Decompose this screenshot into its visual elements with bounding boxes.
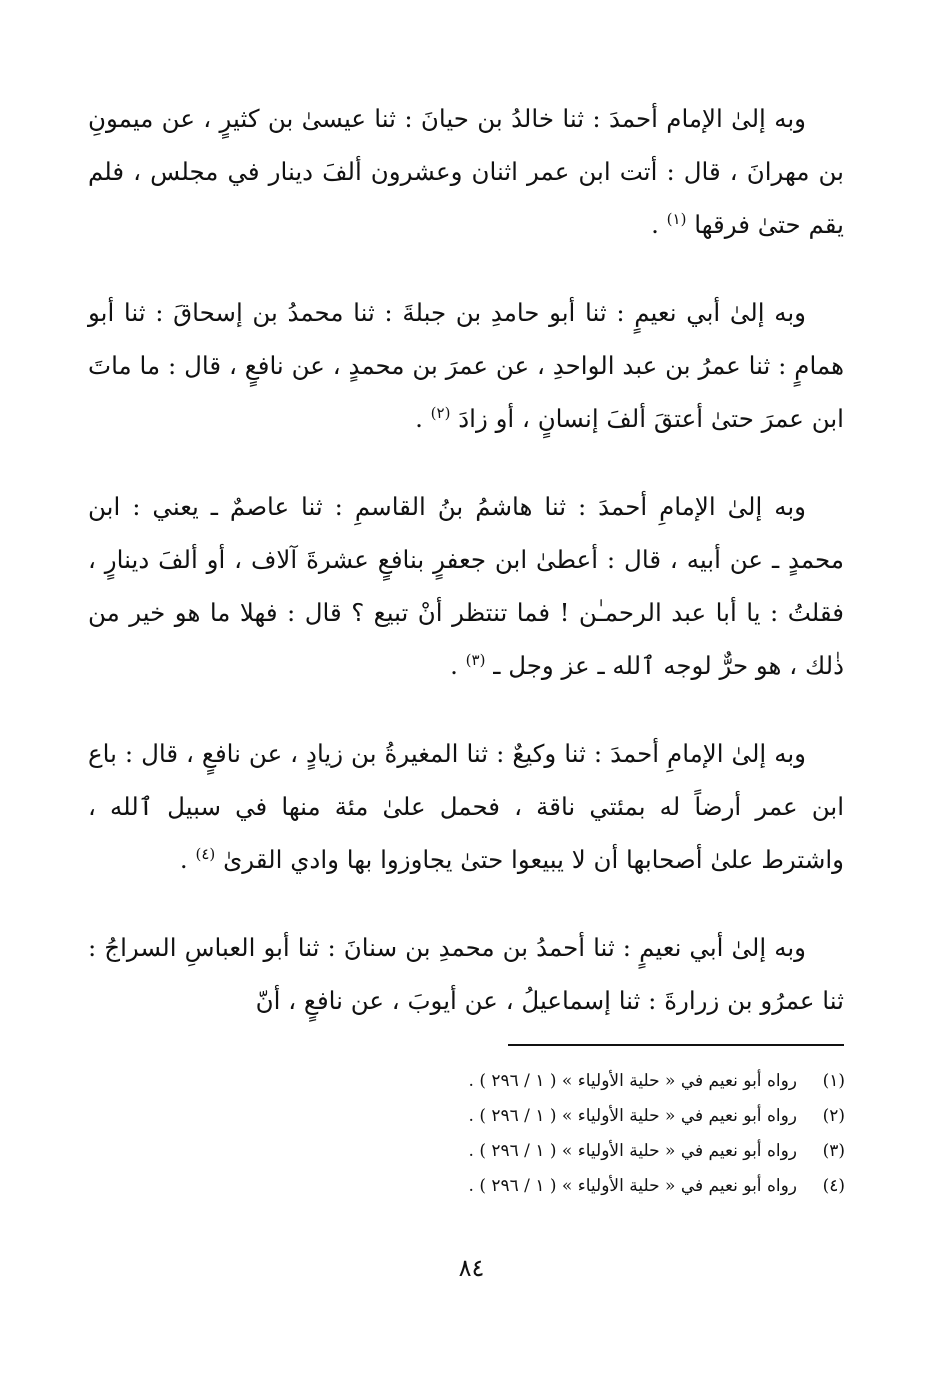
footnote-number: (٤) [822,1176,845,1196]
footnote-separator [508,1044,844,1046]
paragraph-text: وبه إلىٰ أبي نعيمٍ : ثنا أبو حامدِ بن جبلةَ : ثنا محمدُ بن إسحاقَ : ثنا أبو همامٍ : ثنا عمرُ بن عبد الواحدِ ، عن عمرَ بن محمدٍ ، عن نافعٍ ، قال : ما ماتَ ابن عمرَ حتىٰ أعتقَ ألفَ إنسانٍ ، أو زادَ [88,298,844,433]
paragraph-end: . [651,210,667,239]
page-number: ٨٤ [458,1254,485,1282]
paragraph-end: . [450,651,466,680]
footnote-text: رواه أبو نعيم في « حلية الأولياء » ( ١ / ٢٩٦ ) . [468,1176,797,1196]
paragraph-text: وبه إلىٰ الإمامِ أحمدَ : ثنا هاشمُ بنُ القاسمِ : ثنا عاصمٌ ـ يعني : ابن محمدٍ ـ عن أبيه ، قال : أعطىٰ ابن جعفرٍ بنافعٍ عشرةَ آلاف ، أو ألفَ دينارٍ ، فقلتُ : يا أبا عبد الرحمـٰن ! فما تنتظر أنْ تبيع ؟ قال : فهلا ما هو خير من ذٰلك ، هو حرٌّ لوجه ٱلله ـ عز وجل ـ [88,492,844,680]
footnote-1 [325,1064,845,1099]
footnote-number: (١) [822,1071,845,1091]
paragraph-end: . [415,404,431,433]
footnote-reference: (٣) [465,650,486,669]
paragraph-end: . [179,845,196,874]
footnote-number: (٢) [822,1106,845,1126]
footnote-3 [325,1134,845,1169]
footnote-reference: (٢) [430,403,451,422]
paragraph-3 [88,480,844,692]
footnote-text: رواه أبو نعيم في « حلية الأولياء » ( ١ / ٢٩٦ ) . [468,1106,797,1126]
footnote-reference: (٤) [195,844,216,863]
footnote-text: رواه أبو نعيم في « حلية الأولياء » ( ١ / ٢٩٦ ) . [468,1141,797,1161]
footnote-2 [325,1099,845,1134]
footnote-reference: (١) [666,209,687,228]
footnote-number: (٣) [822,1141,845,1161]
paragraph-text: وبه إلىٰ الإمامِ أحمدَ : ثنا وكيعٌ : ثنا المغيرةُ بن زيادٍ ، عن نافعٍ ، قال : باع ابن عمر أرضاً له بمئتي ناقة ، فحمل علىٰ مئة منها في سبيل ٱلله ، واشترط علىٰ أصحابها أن لا يبيعوا حتىٰ يجاوزوا بها وادي القرىٰ [88,739,844,874]
paragraph-text: وبه إلىٰ الإمام أحمدَ : ثنا خالدُ بن حيانَ : ثنا عيسىٰ بن كثيرٍ ، عن ميمونِ بن مهرانَ ، قال : أتت ابن عمر اثنان وعشرون ألفَ دينار في مجلس ، فلم يقم حتىٰ فرقها [88,104,844,239]
paragraph-5 [88,921,844,1027]
footnote-text: رواه أبو نعيم في « حلية الأولياء » ( ١ / ٢٩٦ ) . [468,1071,797,1091]
footnotes [325,1064,845,1204]
paragraph-2 [88,286,844,445]
paragraph-text: وبه إلىٰ أبي نعيمٍ : ثنا أحمدُ بن محمدِ بن سنانَ : ثنا أبو العباسِ السراجُ : ثنا عمرُو بن زرارةَ : ثنا إسماعيلُ ، عن أيوبَ ، عن نافعٍ ، أنّ [88,933,844,1015]
paragraph-1 [88,92,844,251]
main-text [88,92,844,1062]
paragraph-4 [88,727,844,886]
footnote-4 [325,1169,845,1204]
